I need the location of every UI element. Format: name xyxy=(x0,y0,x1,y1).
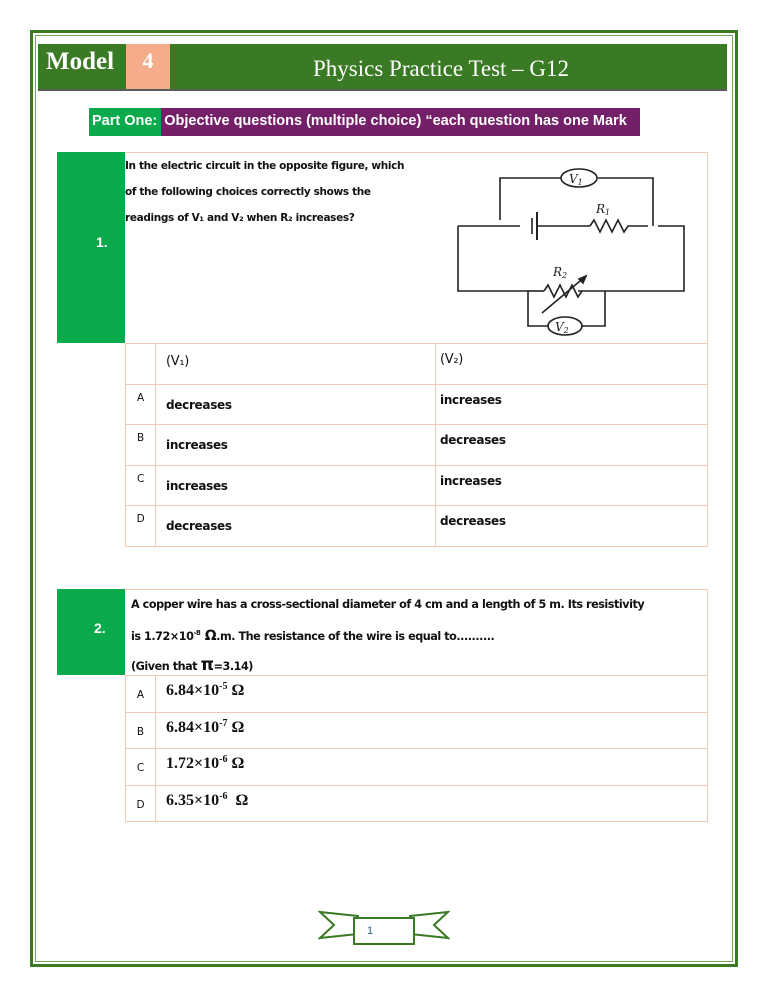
exponent: -5 xyxy=(219,681,228,692)
question-number: 1. xyxy=(96,234,108,250)
value-base: 6.84×10 xyxy=(166,718,220,736)
model-number-badge xyxy=(126,44,170,89)
option-letter: A xyxy=(126,384,156,425)
exponent: -7 xyxy=(219,717,228,729)
question-text-line: readings of V₁ and V₂ when R₂ increases? xyxy=(125,212,355,224)
question-1-text xyxy=(125,153,425,231)
option-row-a[interactable] xyxy=(126,676,708,713)
option-v2: increases xyxy=(436,384,708,425)
option-value xyxy=(156,785,708,822)
option-v1: increases xyxy=(156,425,436,466)
option-value xyxy=(156,676,708,713)
test-title: Physics Practice Test – G12 xyxy=(313,56,570,81)
table-header-row xyxy=(126,344,708,385)
option-v2: decreases xyxy=(436,506,708,547)
value-base: 1.72×10 xyxy=(166,755,220,772)
option-row-a[interactable] xyxy=(126,384,708,425)
option-letter: B xyxy=(126,712,156,749)
table-header-v2: (V₂) xyxy=(436,344,708,385)
option-row-b[interactable] xyxy=(126,712,708,749)
option-v1: increases xyxy=(156,465,436,506)
pi-symbol: π xyxy=(200,655,214,675)
question-2-text xyxy=(131,591,711,681)
option-v1: decreases xyxy=(156,506,436,547)
section-description: Objective questions (multiple choice) “each question has one Mark xyxy=(161,108,640,136)
v1-label: V1 xyxy=(569,172,583,187)
option-row-c[interactable] xyxy=(126,465,708,506)
question-2-options-table xyxy=(125,675,708,822)
option-row-c[interactable] xyxy=(126,749,708,786)
text-fragment: is 1.72×10 xyxy=(131,630,194,643)
unit: Ω xyxy=(227,755,245,772)
option-letter: A xyxy=(126,676,156,713)
question-text-line: A copper wire has a cross-sectional diameter of 4 cm and a length of 5 m. Its resistivity xyxy=(131,598,645,611)
option-value xyxy=(156,749,708,786)
exponent: -8 xyxy=(193,629,201,637)
section-banner xyxy=(89,108,640,136)
question-text-line: of the following choices correctly shows the xyxy=(125,186,371,198)
option-value xyxy=(156,712,708,749)
value-base: 6.35×10 xyxy=(166,791,220,809)
option-v2: decreases xyxy=(436,425,708,466)
omega-symbol: Ω xyxy=(200,628,217,644)
option-letter: D xyxy=(126,785,156,822)
unit: Ω xyxy=(227,791,249,809)
unit: Ω xyxy=(227,718,245,736)
option-v1: decreases xyxy=(156,384,436,425)
option-row-b[interactable] xyxy=(126,425,708,466)
page-number: 1 xyxy=(366,925,374,937)
option-v2: increases xyxy=(436,465,708,506)
value-base: 6.84×10 xyxy=(166,682,220,699)
model-number: 4 xyxy=(142,48,154,73)
table-header-v1: (V₁) xyxy=(156,344,436,385)
exponent: -6 xyxy=(219,790,228,802)
question-text-line: In the electric circuit in the opposite figure, which xyxy=(125,160,405,172)
model-label: Model xyxy=(46,48,115,75)
table-header-cell xyxy=(126,344,156,385)
question-1-options-table xyxy=(125,343,708,547)
text-fragment: (Given that xyxy=(131,660,201,673)
question-number: 2. xyxy=(94,620,106,636)
option-letter: C xyxy=(126,465,156,506)
option-row-d[interactable] xyxy=(126,506,708,547)
question-number-block-1 xyxy=(57,152,125,343)
text-fragment: .m. The resistance of the wire is equal to.......... xyxy=(216,630,495,643)
option-letter: D xyxy=(126,506,156,547)
section-label: Part One: xyxy=(89,108,161,136)
question-number-block-2 xyxy=(57,589,125,675)
r2-label: R2 xyxy=(553,265,568,280)
question-text-line xyxy=(131,619,711,651)
r1-label: R1 xyxy=(596,202,611,217)
circuit-diagram xyxy=(448,158,693,338)
v2-label: V2 xyxy=(555,320,569,335)
text-fragment: =3.14) xyxy=(213,660,253,673)
unit: Ω xyxy=(227,682,245,699)
test-header xyxy=(38,44,727,91)
option-row-d[interactable] xyxy=(126,785,708,822)
option-letter: B xyxy=(126,425,156,466)
exponent: -6 xyxy=(219,754,228,765)
option-letter: C xyxy=(126,749,156,786)
